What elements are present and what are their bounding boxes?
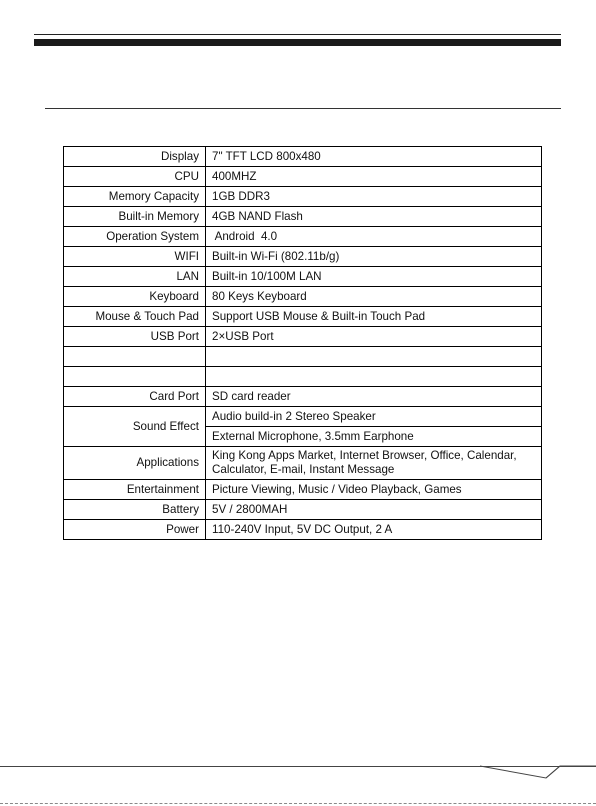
spec-value-line: King Kong Apps Market, Internet Browser, Office, Calendar, <box>212 449 517 462</box>
spec-row-power <box>64 520 542 540</box>
spec-value: External Microphone, 3.5mm Earphone <box>206 427 542 447</box>
spec-value: 7" TFT LCD 800x480 <box>206 147 542 167</box>
spec-label: Mouse & Touch Pad <box>64 307 206 327</box>
spec-label: Battery <box>64 500 206 520</box>
spec-label: CPU <box>64 167 206 187</box>
page-cut-line <box>0 803 596 804</box>
spec-value: SD card reader <box>206 387 542 407</box>
spec-label: Display <box>64 147 206 167</box>
spec-value: 1GB DDR3 <box>206 187 542 207</box>
spec-row-operation-system <box>64 227 542 247</box>
spec-row-lan <box>64 267 542 287</box>
spec-row-sound-effect <box>64 407 542 427</box>
spec-value: 80 Keys Keyboard <box>206 287 542 307</box>
spec-row-builtin-memory <box>64 207 542 227</box>
spec-row-battery <box>64 500 542 520</box>
spec-label: Keyboard <box>64 287 206 307</box>
spec-value: Android 4.0 <box>206 227 542 247</box>
spec-value: 5V / 2800MAH <box>206 500 542 520</box>
header-rule-thin <box>34 34 561 35</box>
spec-row-keyboard <box>64 287 542 307</box>
spec-label: Sound Effect <box>64 407 206 447</box>
spec-label <box>64 367 206 387</box>
spec-label: Built-in Memory <box>64 207 206 227</box>
spec-row-usb-port <box>64 327 542 347</box>
spec-label: WIFI <box>64 247 206 267</box>
spec-value: Picture Viewing, Music / Video Playback, Games <box>206 480 542 500</box>
spec-row-card-port <box>64 387 542 407</box>
spec-row-entertainment <box>64 480 542 500</box>
spec-value: 4GB NAND Flash <box>206 207 542 227</box>
spec-row-blank <box>64 347 542 367</box>
spec-label: Entertainment <box>64 480 206 500</box>
spec-value <box>206 347 542 367</box>
spec-row-wifi <box>64 247 542 267</box>
spec-value <box>206 447 542 480</box>
page-corner-fold <box>480 752 596 782</box>
spec-label: LAN <box>64 267 206 287</box>
spec-value: 400MHZ <box>206 167 542 187</box>
spec-table <box>63 146 542 540</box>
spec-row-blank <box>64 367 542 387</box>
spec-label: Memory Capacity <box>64 187 206 207</box>
spec-row-display <box>64 147 542 167</box>
spec-value: Built-in 10/100M LAN <box>206 267 542 287</box>
spec-label: Power <box>64 520 206 540</box>
spec-label: USB Port <box>64 327 206 347</box>
spec-label: Operation System <box>64 227 206 247</box>
header-rule-thick <box>34 39 561 46</box>
spec-value: Support USB Mouse & Built-in Touch Pad <box>206 307 542 327</box>
spec-row-memory-capacity <box>64 187 542 207</box>
spec-value: Audio build-in 2 Stereo Speaker <box>206 407 542 427</box>
spec-value <box>206 367 542 387</box>
spec-row-cpu <box>64 167 542 187</box>
spec-label: Card Port <box>64 387 206 407</box>
spec-value: 2×USB Port <box>206 327 542 347</box>
spec-row-mouse-touchpad <box>64 307 542 327</box>
spec-value-line: Calculator, E-mail, Instant Message <box>212 463 395 476</box>
spec-label <box>64 347 206 367</box>
spec-value: 110-240V Input, 5V DC Output, 2 A <box>206 520 542 540</box>
spec-value: Built-in Wi-Fi (802.11b/g) <box>206 247 542 267</box>
section-divider <box>45 108 561 109</box>
spec-label: Applications <box>64 447 206 480</box>
spec-row-applications <box>64 447 542 480</box>
